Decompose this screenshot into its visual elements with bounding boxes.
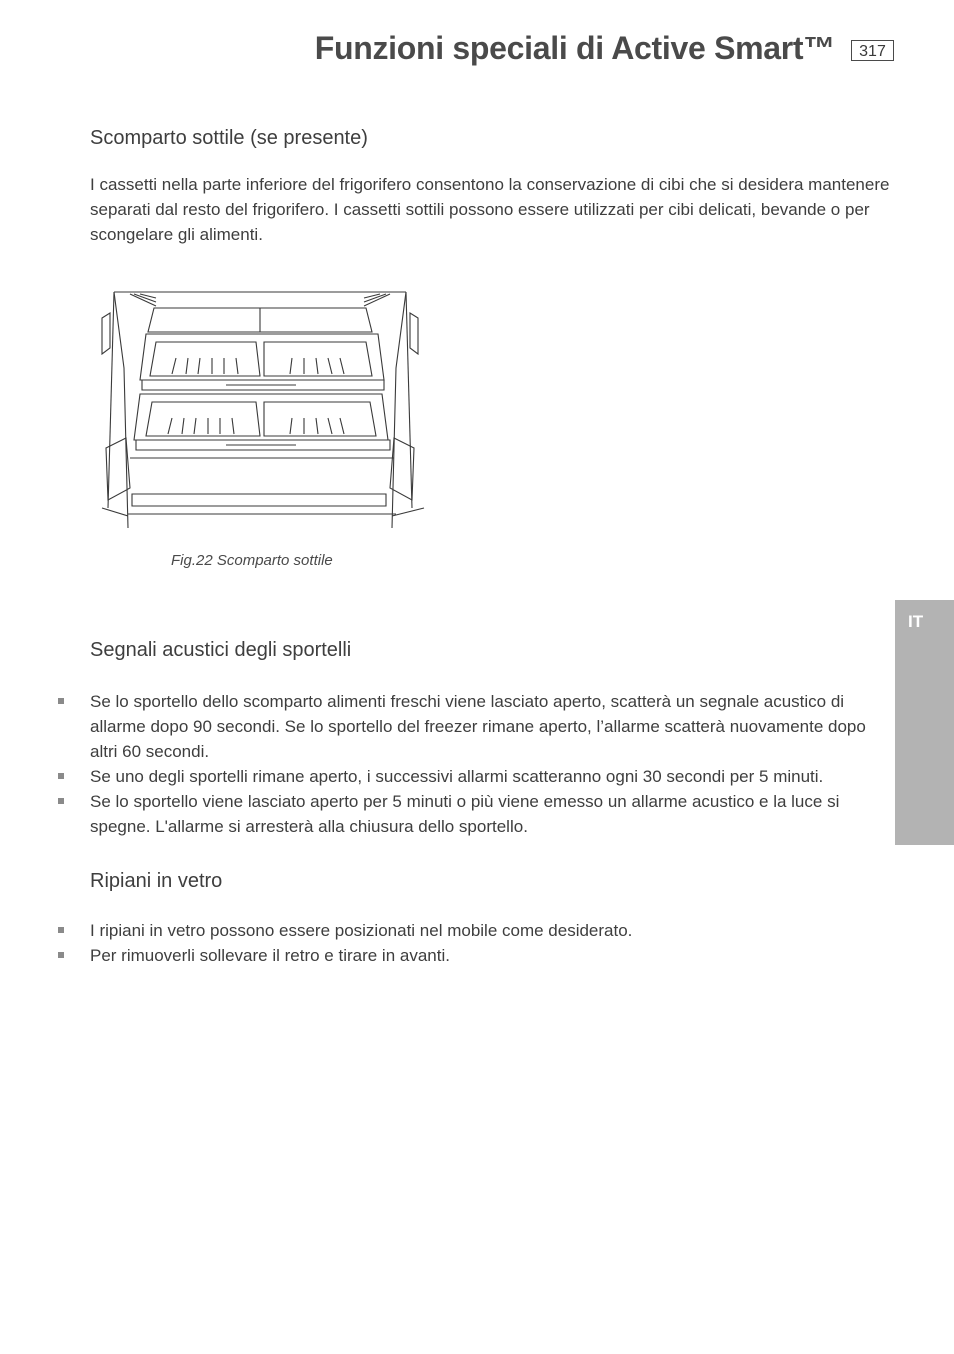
bullet-square-icon bbox=[58, 798, 64, 804]
figure-caption: Fig.22 Scomparto sottile bbox=[171, 552, 333, 569]
door-alarms-list bbox=[56, 689, 896, 839]
section-heading-slim-compartment: Scomparto sottile (se presente) bbox=[90, 127, 368, 149]
slim-compartment-paragraph: I cassetti nella parte inferiore del frigorifero consentono la conservazione di cibi che si desidera mantenere separati dal resto del frigorifero. I cassetti sottili possono essere utilizzati per cibi delicati, bevande o per scongelare gli alimenti. bbox=[90, 175, 890, 244]
bullet-square-icon bbox=[58, 927, 64, 933]
list-item: Per rimuoverli sollevare il retro e tirare in avanti. bbox=[56, 943, 896, 968]
list-item: Se uno degli sportelli rimane aperto, i successivi allarmi scatteranno ogni 30 secondi per 5 minuti. bbox=[56, 764, 896, 789]
bullet-square-icon bbox=[58, 952, 64, 958]
fridge-drawers-illustration bbox=[96, 288, 431, 532]
glass-shelves-list bbox=[56, 918, 896, 968]
list-item: Se lo sportello viene lasciato aperto per 5 minuti o più viene emesso un allarme acustico e la luce si spegne. L'allarme si arresterà alla chiusura dello sportello. bbox=[56, 789, 896, 839]
section-heading-door-alarms: Segnali acustici degli sportelli bbox=[90, 639, 352, 661]
section-heading-glass-shelves: Ripiani in vetro bbox=[90, 870, 223, 892]
bullet-square-icon bbox=[58, 698, 64, 704]
page-number: 317 bbox=[851, 40, 894, 61]
page-title: Funzioni speciali di Active Smart™ bbox=[314, 30, 835, 66]
language-tab-label: IT bbox=[908, 612, 924, 631]
list-item: I ripiani in vetro possono essere posizionati nel mobile come desiderato. bbox=[56, 918, 896, 943]
list-item: Se lo sportello dello scomparto alimenti freschi viene lasciato aperto, scatterà un segnale acustico di allarme dopo 90 secondi. Se lo sportello del freezer rimane aperto, l’allarme scatterà nuovamente dopo altri 60 secondi. bbox=[56, 689, 896, 764]
bullet-square-icon bbox=[58, 773, 64, 779]
language-tab bbox=[895, 600, 954, 845]
